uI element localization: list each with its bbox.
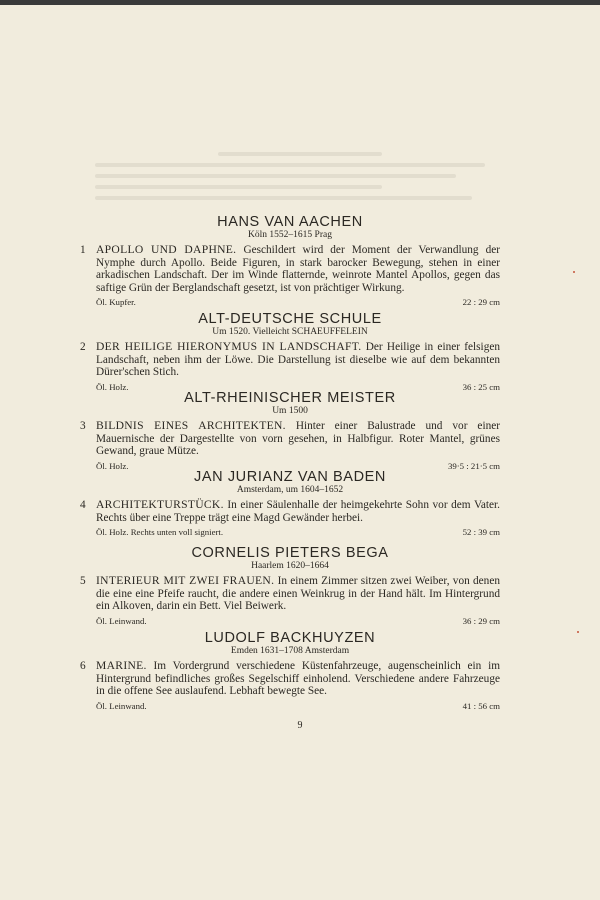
lot-meta (96, 297, 500, 308)
lot-size: 36 : 25 cm (462, 381, 500, 392)
catalog-entry-6 (80, 630, 500, 712)
artist-dates: Um 1500 (272, 406, 308, 416)
lot-title: ARCHITEKTURSTÜCK. (96, 498, 224, 511)
lot-meta (96, 527, 500, 538)
artist-dates: Um 1520. Vielleicht SCHAEUFFELEIN (212, 327, 368, 337)
lot-description (80, 660, 500, 698)
lot-size: 39·5 : 21·5 cm (447, 460, 500, 471)
lot-text: Geschildert wird der Moment der Verwandlung der Nymphe durch Apollo. Beide Figuren, in stark barocker Bewegung, stehen in einer arkadischen Landschaft. Der im Winde flatternde, weinrote Mantel Apollos, gegen das saftige Grün der Berglandschaft gesetzt, ist von prächtiger Wirkung. (96, 244, 501, 294)
speck (573, 271, 575, 273)
lot-description (80, 244, 500, 294)
lot-number: 3 (80, 420, 86, 432)
page-number: 9 (297, 720, 303, 731)
artist-dates: Amsterdam, um 1604–1652 (236, 485, 344, 495)
speck (577, 631, 579, 633)
catalog-entry-1 (80, 214, 500, 308)
lot-description (80, 575, 500, 613)
lot-title: MARINE. (96, 659, 147, 672)
catalog-entry-3 (80, 390, 500, 472)
lot-number: 1 (80, 244, 86, 256)
lot-description (80, 420, 500, 458)
artist-name: HANS VAN AACHEN (217, 214, 363, 230)
lot-medium: Öl. Leinwand. (96, 615, 147, 626)
lot-number: 5 (80, 575, 86, 587)
lot-title: DER HEILIGE HIERONYMUS IN LANDSCHAFT. (96, 340, 362, 353)
lot-medium: Öl. Holz. Rechts unten voll signiert. (96, 527, 224, 538)
lot-text: Hinter einer Balustrade und vor einer Mauernische der Dargestellte von vorn gesehen, in Halbfigur. Roter Mantel, grünes Gewand, graue Mütze. (96, 420, 501, 458)
lot-size: 36 : 29 cm (462, 615, 500, 626)
catalog-entry-4 (80, 469, 500, 538)
lot-medium: Öl. Kupfer. (96, 297, 136, 308)
lot-number: 6 (80, 660, 86, 672)
lot-meta (96, 616, 500, 627)
lot-text: In einem Zimmer sitzen zwei Weiber, von denen die eine eine Pfeife raucht, die andere einen Weinkrug in der Hand hält. Im Hintergrund ein Alkoven, darin ein Bett. Viel Beiwerk. (96, 575, 500, 613)
artist-dates: Köln 1552–1615 Prag (248, 230, 332, 240)
lot-size: 22 : 29 cm (462, 297, 500, 308)
artist-dates: Emden 1631–1708 Amsterdam (230, 646, 350, 656)
catalog-entry-5 (80, 545, 500, 627)
lot-text: In einer Säulenhalle der heimgekehrte Sohn vor dem Vater. Rechts über eine Treppe trägt eine Magd Gewänder herbei. (96, 499, 500, 524)
lot-title: APOLLO UND DAPHNE. (96, 243, 237, 256)
lot-title: BILDNIS EINES ARCHITEKTEN. (96, 419, 286, 432)
lot-number: 2 (80, 341, 86, 353)
lot-description (80, 499, 500, 524)
lot-text: Im Vordergrund verschiedene Küstenfahrzeuge, augenscheinlich ein im Hintergrund befindliches großes Segelschiff einholend. Verschiedene andere Fahrzeuge in die offene See auslaufend. Lebhaft bewegte See. (96, 660, 501, 698)
artist-name: ALT-RHEINISCHER MEISTER (184, 390, 396, 406)
lot-text: Der Heilige in einer felsigen Landschaft, neben ihm der Löwe. Die Darstellung ist dieselbe wie auf dem bekannten Dürer'schen Stich. (96, 341, 501, 379)
lot-medium: Öl. Holz. (96, 460, 129, 471)
lot-size: 52 : 39 cm (462, 527, 500, 538)
artist-dates: Haarlem 1620–1664 (251, 561, 329, 571)
artist-name: LUDOLF BACKHUYZEN (204, 630, 376, 646)
lot-number: 4 (80, 499, 86, 511)
lot-title: INTERIEUR MIT ZWEI FRAUEN. (96, 574, 275, 587)
lot-medium: Öl. Holz. (96, 381, 129, 392)
artist-name: CORNELIS PIETERS BEGA (191, 545, 389, 561)
artist-name: JAN JURIANZ VAN BADEN (194, 469, 386, 485)
lot-meta (96, 701, 500, 712)
catalog-entry-2 (80, 311, 500, 393)
lot-description (80, 341, 500, 379)
lot-size: 41 : 56 cm (462, 700, 500, 711)
artist-name: ALT-DEUTSCHE SCHULE (198, 311, 382, 327)
lot-medium: Öl. Leinwand. (96, 700, 147, 711)
